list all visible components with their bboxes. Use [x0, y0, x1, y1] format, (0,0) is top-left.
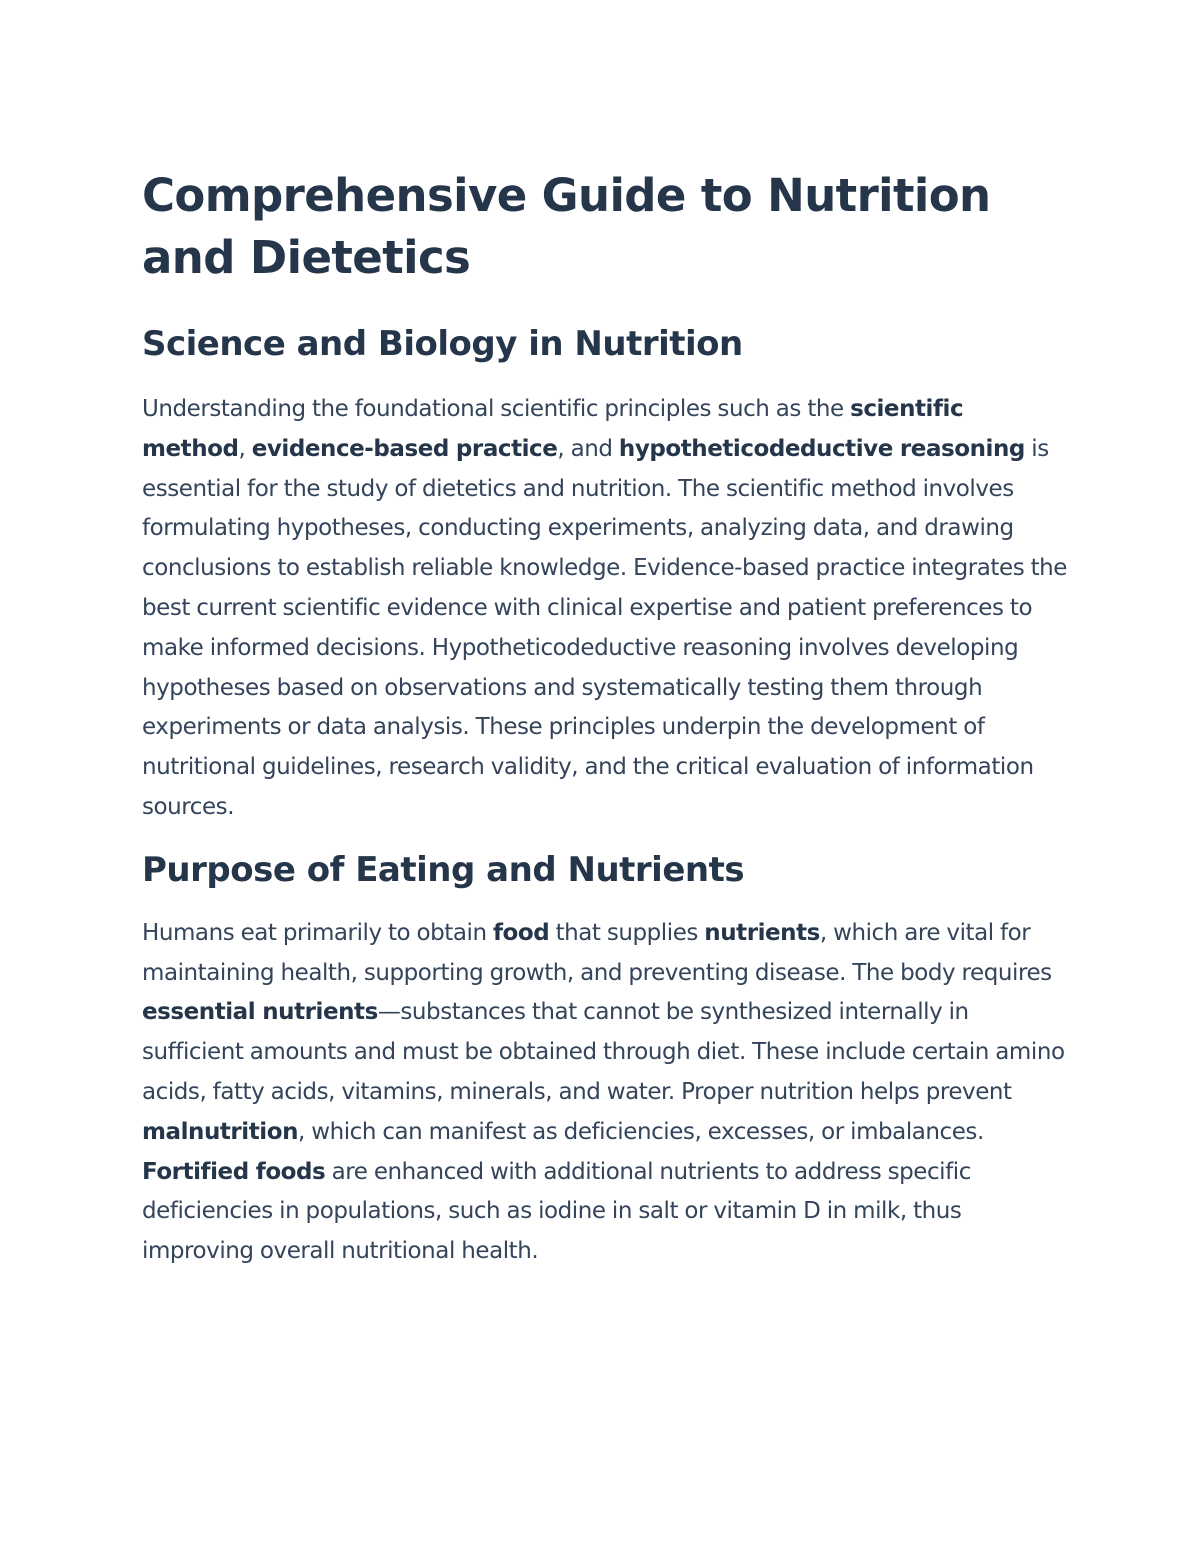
- term-evidence-based-practice: evidence-based practice: [251, 435, 558, 462]
- term-nutrients: nutrients: [704, 919, 820, 946]
- term-fortified-foods: Fortified foods: [142, 1158, 326, 1185]
- term-essential-nutrients: essential nutrients: [142, 999, 378, 1026]
- section-paragraph-science: Understanding the foundational scientific principles such as the scientific method, evidence-based practice, and hypotheticodeductive reasoning is essential for the study of dietetics and nutrition. The scientific method involves formulating hypotheses, conducting experiments, analyzing data, and drawing conclusions to establish reliable knowledge. Evidence-based practice integrates the best current scientific evidence with clinical expertise and patient preferences to make informed decisions. Hypotheticodeductive reasoning involves developing hypotheses based on observations and systematically testing them through experiments or data analysis. These principles underpin the development of nutritional guidelines, research validity, and the critical evaluation of information sources.: [142, 396, 1067, 820]
- section-heading-purpose: Purpose of Eating and Nutrients: [142, 849, 745, 890]
- term-food: food: [492, 919, 550, 946]
- term-scientific-method: scientific method: [142, 396, 964, 462]
- document-title: Comprehensive Guide to Nutrition and Dietetics: [142, 169, 991, 284]
- term-hypotheticodeductive-reasoning: hypotheticodeductive reasoning: [618, 435, 1025, 462]
- document-page: [142, 165, 1067, 1272]
- term-malnutrition: malnutrition: [142, 1118, 298, 1145]
- section-paragraph-purpose: Humans eat primarily to obtain food that supplies nutrients, which are vital for maintaining health, supporting growth, and preventing disease. The body requires essential nutrients—substances that cannot be synthesized internally in sufficient amounts and must be obtained through diet. These include certain amino acids, fatty acids, vitamins, minerals, and water. Proper nutrition helps prevent malnutrition, which can manifest as deficiencies, excesses, or imbalances. Fortified foods are enhanced with additional nutrients to address specific deficiencies in populations, such as iodine in salt or vitamin D in milk, thus improving overall nutritional health.: [142, 919, 1065, 1265]
- section-heading-science: Science and Biology in Nutrition: [142, 324, 743, 364]
